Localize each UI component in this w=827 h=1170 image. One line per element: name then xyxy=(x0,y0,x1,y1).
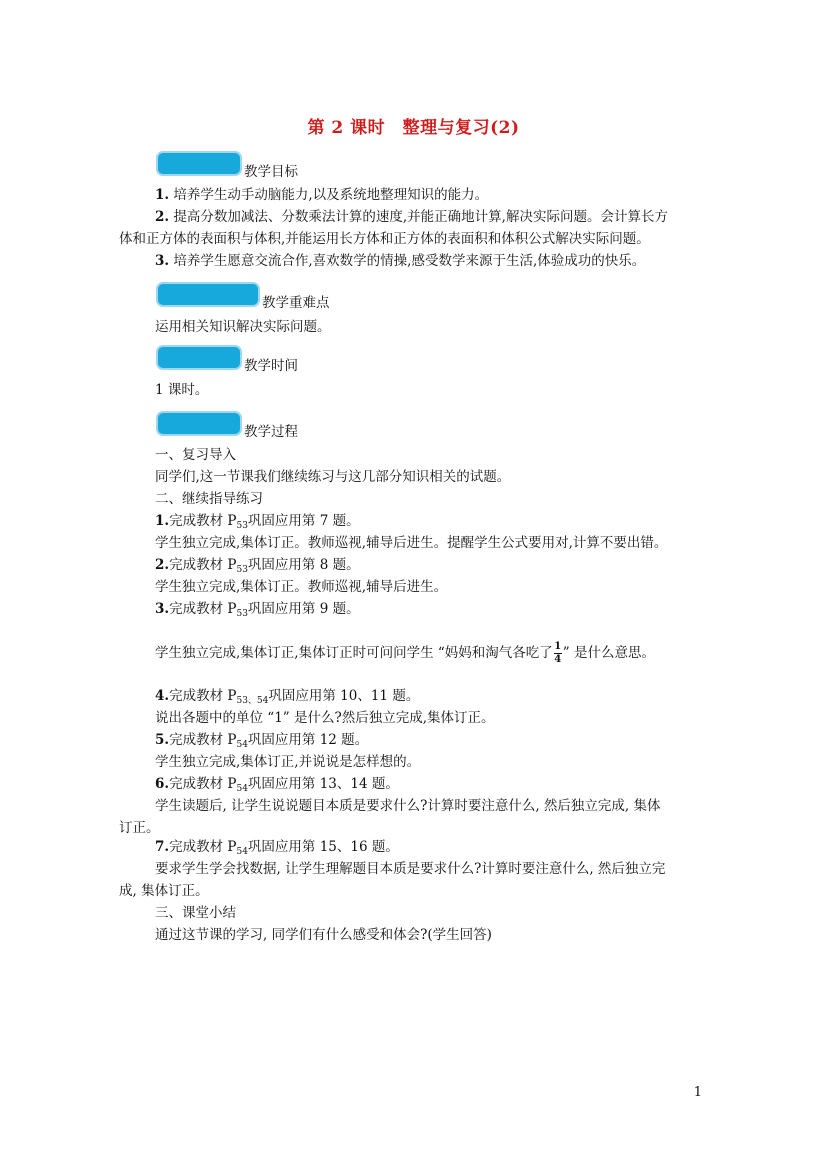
exercise-label: 完成教材 P xyxy=(169,732,237,748)
goal-2 xyxy=(155,207,668,228)
section-heading-time: 教学时间 xyxy=(244,358,298,374)
exercise-label: 完成教材 P xyxy=(169,776,237,792)
page-number: 1 xyxy=(693,1085,702,1100)
exercise-label: 完成教材 P xyxy=(169,601,237,617)
exercise-6-desc-cont: 订正。 xyxy=(119,820,160,836)
fraction-numerator: 1 xyxy=(554,641,562,652)
exercise-label: 巩固应用第 13、14 题。 xyxy=(247,776,399,792)
process-heading-3: 三、课堂小结 xyxy=(155,905,236,921)
goal-text: 培养学生动手动脑能力,以及系统地整理知识的能力。 xyxy=(173,187,489,203)
exercise-number: 3. xyxy=(155,601,170,617)
exercise-desc-part: 学生独立完成,集体订正,集体订正时可问问学生 “妈妈和淘气各吃了 xyxy=(155,645,553,661)
exercise-6-desc: 学生读题后, 让学生说说题目本质是要求什么?计算时要注意什么, 然后独立完成, 集体 xyxy=(155,798,661,814)
exercise-label: 巩固应用第 8 题。 xyxy=(247,557,360,573)
section-bar xyxy=(158,413,240,434)
section-bar xyxy=(158,347,240,368)
section-heading-goals: 教学目标 xyxy=(244,164,298,180)
goal-text: 培养学生愿意交流合作,喜欢数学的情操,感受数学来源于生活,体验成功的快乐。 xyxy=(173,253,646,269)
exercise-label: 巩固应用第 15、16 题。 xyxy=(247,839,399,855)
section-heading-process: 教学过程 xyxy=(244,424,298,440)
fraction-denominator: 4 xyxy=(554,654,562,665)
process-heading-2: 二、继续指导练习 xyxy=(155,491,263,507)
process-heading-1: 一、复习导入 xyxy=(155,447,236,463)
exercise-3 xyxy=(155,599,360,625)
goal-text: 提高分数加减法、分数乘法计算的速度,并能正确地计算,解决实际问题。会计算长方 xyxy=(173,209,668,225)
page-subscript: 54 xyxy=(236,847,248,857)
page-subscript: 54 xyxy=(236,740,248,750)
exercise-5-desc: 学生独立完成,集体订正,并说说是怎样想的。 xyxy=(155,754,421,770)
goal-3 xyxy=(155,251,645,272)
page-title: 第 2 课时 整理与复习(2) xyxy=(307,118,520,138)
exercise-3-desc xyxy=(155,642,655,665)
process-text: 同学们,这一节课我们继续练习与这几部分知识相关的试题。 xyxy=(155,469,511,485)
exercise-1-desc: 学生独立完成,集体订正。教师巡视,辅导后进生。提醒学生公式要用对,计算不要出错。 xyxy=(155,535,668,551)
page-subscript: 53 xyxy=(236,609,248,619)
exercise-7-desc: 要求学生学会找数据, 让学生理解题目本质是要求什么?计算时要注意什么, 然后独立完 xyxy=(155,861,666,877)
exercise-number: 6. xyxy=(155,776,170,792)
exercise-number: 7. xyxy=(155,839,170,855)
exercise-number: 4. xyxy=(155,688,170,704)
section-bar xyxy=(158,284,258,305)
exercise-label: 巩固应用第 7 题。 xyxy=(247,513,360,529)
exercise-label: 巩固应用第 9 题。 xyxy=(247,601,360,617)
page-subscript: 53 xyxy=(236,565,248,575)
fraction xyxy=(554,642,562,665)
exercise-number: 5. xyxy=(155,732,170,748)
page-subscript: 54 xyxy=(236,784,248,794)
exercise-label: 完成教材 P xyxy=(169,513,237,529)
exercise-label: 完成教材 P xyxy=(169,688,237,704)
exercise-label: 巩固应用第 12 题。 xyxy=(247,732,369,748)
goal-number: 2. xyxy=(155,209,170,225)
exercise-7-desc-cont: 成, 集体订正。 xyxy=(119,883,209,899)
exercise-label: 巩固应用第 10、11 题。 xyxy=(268,688,420,704)
goal-2-cont: 体和正方体的表面积与体积,并能运用长方体和正方体的表面积和体积公式解决实际问题。 xyxy=(119,231,650,247)
page-subscript: 53、54 xyxy=(236,696,269,706)
exercise-label: 完成教材 P xyxy=(169,839,237,855)
time-text: 1 课时。 xyxy=(155,382,209,398)
goal-number: 1. xyxy=(155,187,170,203)
summary-text: 通过这节课的学习, 同学们有什么感受和体会?(学生回答) xyxy=(155,927,492,943)
exercise-4-desc: 说出各题中的单位 “1” 是什么?然后独立完成,集体订正。 xyxy=(155,710,495,726)
goal-1 xyxy=(155,185,488,206)
section-heading-key: 教学重难点 xyxy=(262,295,330,311)
section-bar xyxy=(158,153,240,174)
exercise-number: 2. xyxy=(155,557,170,573)
key-text: 运用相关知识解决实际问题。 xyxy=(155,319,331,335)
exercise-number: 1. xyxy=(155,513,170,529)
goal-number: 3. xyxy=(155,253,170,269)
exercise-2-desc: 学生独立完成,集体订正。教师巡视,辅导后进生。 xyxy=(155,579,448,595)
exercise-label: 完成教材 P xyxy=(169,557,237,573)
exercise-desc-part: ” 是什么意思。 xyxy=(562,645,655,661)
page-subscript: 53 xyxy=(236,521,248,531)
